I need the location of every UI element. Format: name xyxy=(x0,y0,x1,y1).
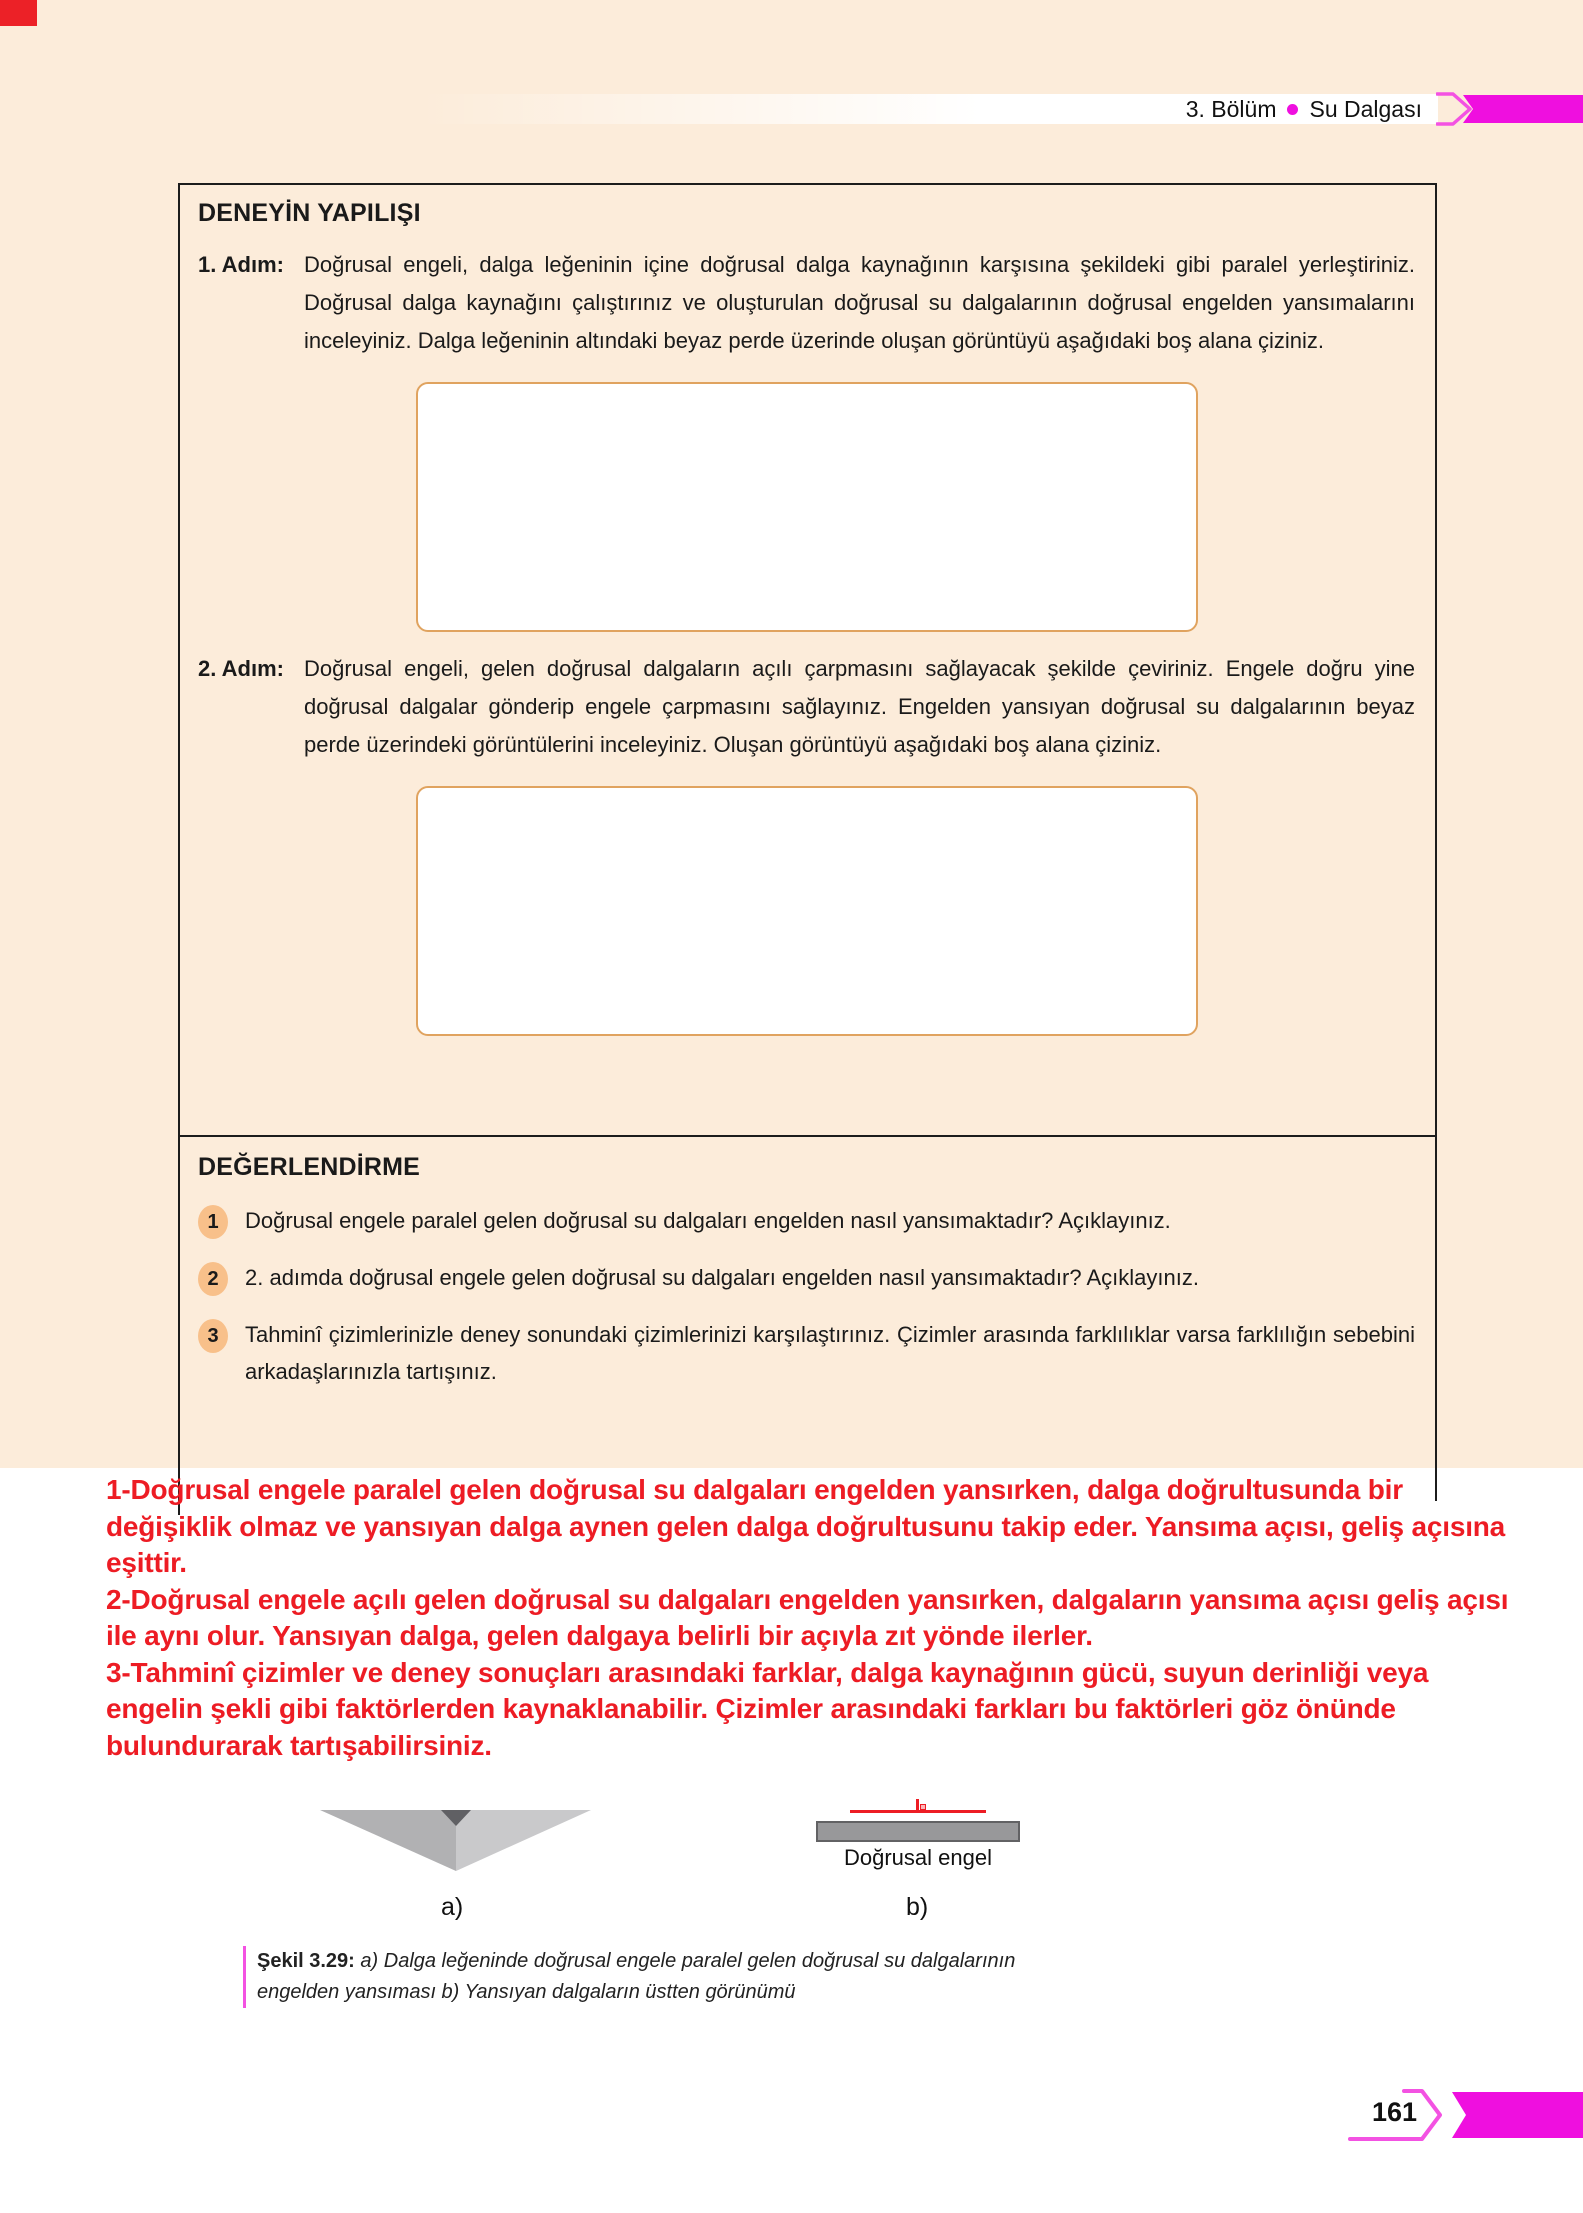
question-3-text: Tahminî çizimlerinizle deney sonundaki çizimlerinizi karşılaştırınız. Çizimler arasında farklılıklar varsa farklılığın sebebini arkadaşlarınızla tartışınız. xyxy=(245,1322,1415,1384)
chapter-label: 3. Bölüm xyxy=(1185,95,1277,122)
barrier-label: Doğrusal engel xyxy=(844,1845,992,1870)
evaluation-section xyxy=(180,1137,1435,1508)
question-2 xyxy=(198,1259,1415,1296)
experiment-section xyxy=(180,185,1435,1135)
step-2-label: 2. Adım: xyxy=(198,656,284,681)
header-accent-bar xyxy=(1463,95,1583,123)
answer-2: 2-Doğrusal engele açılı gelen doğrusal su dalgaları engelden yansırken, dalgaların yansıma açısı geliş açısı ile aynı olur. Yansıyan dalga, gelen dalgaya belirli bir açıyla zıt yönde ilerler. xyxy=(106,1583,1509,1651)
section-label: Su Dalgası xyxy=(1309,95,1422,122)
wavefront-line xyxy=(850,1810,986,1813)
step-2-text: Doğrusal engeli, gelen doğrusal dalgaların açılı çarpmasını sağlayacak şekilde çeviriniz. Engele doğru yine doğrusal dalgalar gönderip engele çarpmasını sağlayınız. Engelden yansıyan doğrusal su dalgalarının beyaz perde üzerindeki görüntülerini inceleyiniz. Oluşan görüntüyü aşağıdaki boş alana çiziniz. xyxy=(304,656,1415,757)
normal-tick-icon xyxy=(916,1799,919,1810)
page-header xyxy=(420,94,1438,124)
answer-3: 3-Tahminî çizimler ve deney sonuçları arasındaki farklar, dalga kaynağının gücü, suyun derinliği veya engelin şekli gibi faktörlerden kaynaklanabilir. Çizimler arasındaki farkları bu faktörleri göz önünde bulundurarak tartışabilirsiniz. xyxy=(106,1656,1429,1761)
question-3 xyxy=(198,1316,1415,1390)
step-1-text: Doğrusal engeli, dalga leğeninin içine doğrusal dalga kaynağının karşısına şekildeki gibi paralel yerleştiriniz. Doğrusal dalga kaynağını çalıştırınız ve oluşturulan doğrusal su dalgalarının doğrusal engelden yansımalarını inceleyiniz. Dalga leğeninin altındaki beyaz perde üzerinde oluşan görüntüyü aşağıdaki boş alana çiziniz. xyxy=(304,252,1415,353)
question-1-badge: 1 xyxy=(198,1205,228,1239)
drawing-area-1[interactable] xyxy=(416,382,1198,632)
content-box xyxy=(178,183,1437,1510)
step-1 xyxy=(198,246,1415,360)
question-2-text: 2. adımda doğrusal engele gelen doğrusal su dalgaları engelden nasıl yansımaktadır? Açıklayınız. xyxy=(245,1265,1199,1290)
evaluation-title: DEĞERLENDİRME xyxy=(198,1153,421,1181)
figure-caption-label: Şekil 3.29: xyxy=(257,1950,355,1972)
page-number: 161 xyxy=(1372,2097,1418,2127)
experiment-title: DENEYİN YAPILIŞI xyxy=(198,199,421,227)
footer-accent-bar xyxy=(1452,2092,1583,2138)
figure-a-label: a) xyxy=(441,1893,464,1921)
figure-caption xyxy=(243,1946,1041,2008)
question-2-badge: 2 xyxy=(198,1262,228,1296)
wavefront-group xyxy=(816,1799,1020,1813)
step-2 xyxy=(198,650,1415,764)
drawing-area-2[interactable] xyxy=(416,786,1198,1036)
figure-b-barrier xyxy=(816,1799,1020,1871)
bullet-dot-icon xyxy=(1287,104,1298,115)
answers-block xyxy=(106,1472,1510,1764)
question-1-text: Doğrusal engele paralel gelen doğrusal su dalgaları engelden nasıl yansımaktadır? Açıklayınız. xyxy=(245,1208,1171,1233)
figure-caption-text: a) Dalga leğeninde doğrusal engele paralel gelen doğrusal su dalgalarının engelden yansıması b) Yansıyan dalgaların üstten görünümü xyxy=(257,1950,1016,2003)
figure-b-label: b) xyxy=(906,1893,929,1921)
answer-1: 1-Doğrusal engele paralel gelen doğrusal su dalgaları engelden yansırken, dalga doğrultusunda bir değişiklik olmaz ve yansıyan dalga aynen gelen dalga doğrultusunu takip eder. Yansıma açısı, geliş açısına eşittir. xyxy=(106,1474,1506,1578)
question-3-badge: 3 xyxy=(198,1319,228,1353)
corner-red-mark xyxy=(0,0,37,26)
step-1-label: 1. Adım: xyxy=(198,252,284,277)
figure-a-wedge xyxy=(320,1804,592,1874)
linear-barrier-bar xyxy=(816,1821,1020,1842)
wedge-icon xyxy=(320,1804,592,1874)
question-1 xyxy=(198,1202,1415,1239)
